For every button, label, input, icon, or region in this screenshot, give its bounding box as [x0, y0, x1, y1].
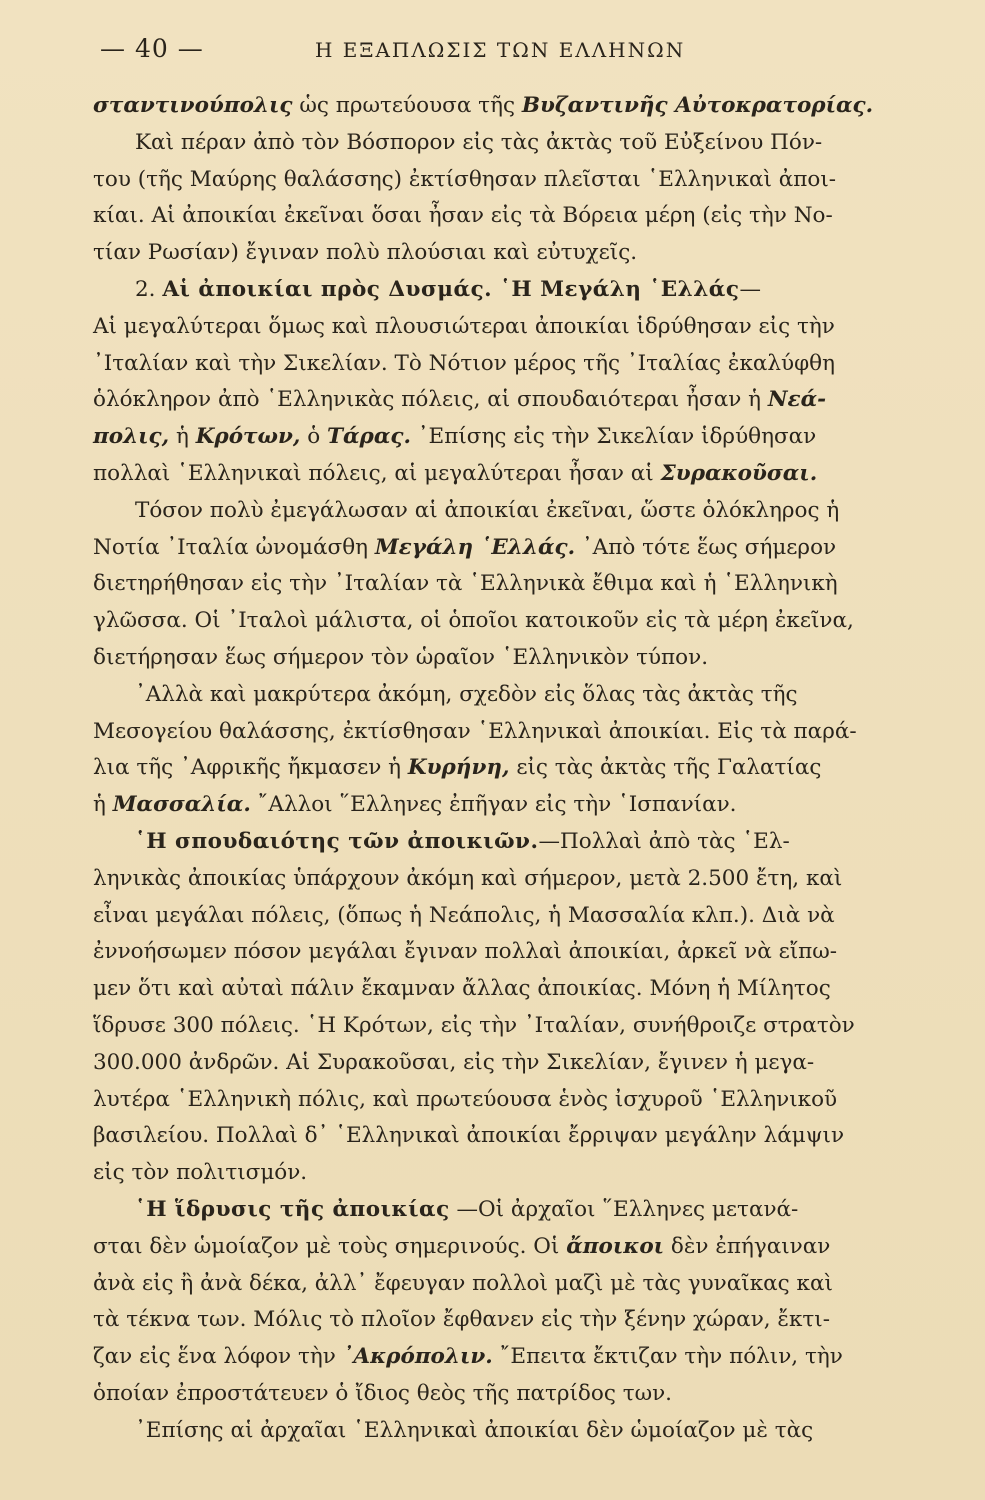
- emphasized-term: Κρότων,: [195, 424, 301, 450]
- text-run: λια τῆς ᾿Αφρικῆς ἤκμασεν ἡ: [93, 755, 408, 781]
- text-run: ὁποίαν ἐπροστάτευεν ὁ ἴδιος θεὸς τῆς πατρίδος των.: [93, 1380, 673, 1406]
- text-run: διετήρησαν ἕως σήμερον τὸν ὡραῖον ῾Ελληνικὸν τύπον.: [93, 644, 709, 670]
- text-line: [93, 162, 908, 199]
- emphasized-term: Τάρας.: [327, 424, 411, 450]
- text-run: ὁλόκληρον ἀπὸ ῾Ελληνικὰς πόλεις, αἱ σπουδαιότεραι ἦσαν ἡ: [93, 387, 768, 413]
- text-run: ἡ: [169, 424, 196, 450]
- text-line: [93, 1155, 908, 1192]
- text-run: ᾿Απὸ τότε ἕως σήμερον: [575, 534, 837, 560]
- text-run: σται δὲν ὡμοίαζον μὲ τοὺς σημερινούς. Οἱ: [93, 1233, 567, 1259]
- text-line: [93, 971, 908, 1008]
- text-line: [93, 235, 908, 272]
- text-run: ᾿Αλλὰ καὶ μακρύτερα ἀκόμη, σχεδὸν εἰς ὅλας τὰς ἀκτὰς τῆς: [135, 681, 798, 707]
- text-run: 2.: [135, 276, 163, 302]
- text-line: [93, 456, 908, 493]
- text-line: [93, 1082, 908, 1119]
- emphasized-term: Συρακοῦσαι.: [660, 460, 818, 486]
- section-heading: Αἱ ἀποικίαι πρὸς Δυσμάς. ῾Η Μεγάλη ῾Ελλάς: [162, 276, 740, 302]
- text-line: [93, 346, 908, 383]
- text-run: ᾿Ιταλίαν καὶ τὴν Σικελίαν. Τὸ Νότιον μέρος τῆς ᾿Ιταλίας ἐκαλύφθη: [93, 350, 836, 376]
- text-line: [93, 1376, 908, 1413]
- text-line: [93, 1339, 908, 1376]
- text-run: μεν ὅτι καὶ αὐταὶ πάλιν ἔκαμναν ἄλλας ἀποικίας. Μόνη ἡ Μίλητος: [93, 976, 831, 1002]
- text-line: [93, 861, 908, 898]
- text-run: 300.000 ἀνδρῶν. Αἱ Συρακοῦσαι, εἰς τὴν Σικελίαν, ἔγινεν ἡ μεγα-: [93, 1049, 815, 1075]
- text-run: ληνικὰς ἀποικίας ὑπάρχουν ἀκόμη καὶ σήμερον, μετὰ 2.500 ἔτη, καὶ: [93, 865, 843, 891]
- text-run: διετηρήθησαν εἰς τὴν ᾿Ιταλίαν τὰ ῾Ελληνικὰ ἔθιμα καὶ ἡ ῾Ελληνικὴ: [93, 571, 838, 597]
- text-line: [93, 677, 908, 714]
- text-run: γλῶσσα. Οἱ ᾿Ιταλοὶ μάλιστα, οἱ ὁποῖοι κατοικοῦν εἰς τὰ μέρη ἐκεῖνα,: [93, 608, 854, 634]
- page-body-text: [93, 88, 908, 1449]
- text-run: —Οἱ ἀρχαῖοι ῞Ελληνες μετανά-: [449, 1196, 799, 1222]
- emphasized-term: Μεγάλη ῾Ελλάς.: [374, 534, 576, 560]
- text-run: Αἱ μεγαλύτεραι ὅμως καὶ πλουσιώτεραι ἀποικίαι ἱδρύθησαν εἰς τὴν: [93, 313, 835, 339]
- text-run: ἀνὰ εἰς ἢ ἀνὰ δέκα, ἀλλ᾿ ἔφευγαν πολλοὶ μαζὶ μὲ τὰς γυναῖκας καὶ: [93, 1270, 833, 1296]
- emphasized-term: πολις,: [93, 424, 170, 450]
- emphasized-term: Μασσαλία.: [112, 792, 251, 818]
- text-run: κίαι. Αἱ ἀποικίαι ἐκεῖναι ὅσαι ἦσαν εἰς τὰ Βόρεια μέρη (εἰς τὴν Νο-: [93, 203, 833, 229]
- text-line: [93, 419, 908, 456]
- text-line: [93, 1118, 908, 1155]
- text-run: ᾿Επίσης εἰς τὴν Σικελίαν ἱδρύθησαν: [410, 424, 817, 450]
- text-line: [93, 566, 908, 603]
- text-line: [93, 1192, 908, 1229]
- page-number: — 40 —: [100, 34, 204, 63]
- text-line: [93, 272, 908, 309]
- emphasized-term: Βυζαντινῆς Αὐτοκρατορίας.: [521, 93, 874, 118]
- text-line: [93, 824, 908, 861]
- text-run: του (τῆς Μαύρης θαλάσσης) ἐκτίσθησαν πλεῖσται ῾Ελληνικαὶ ἀποι-: [93, 166, 837, 192]
- text-line: [93, 125, 908, 162]
- emphasized-term: ᾿Ακρόπολιν.: [342, 1344, 493, 1370]
- text-run: τὰ τέκνα των. Μόλις τὸ πλοῖον ἔφθανεν εἰς τὴν ξένην χώραν, ἔκτι-: [93, 1307, 830, 1333]
- text-run: —Πολλαὶ ἀπὸ τὰς ῾Ελ-: [538, 828, 790, 854]
- text-line: [93, 750, 908, 787]
- text-run: εἰς τὰς ἀκτὰς τῆς Γαλατίας: [509, 755, 822, 781]
- text-line: [93, 640, 908, 677]
- text-run: τίαν Ρωσίαν) ἔγιναν πολὺ πλούσιαι καὶ εὐτυχεῖς.: [93, 240, 638, 266]
- text-line: [93, 714, 908, 751]
- text-line: [93, 898, 908, 935]
- running-title: Η ΕΞΑΠΛΩΣΙΣ ΤΩΝ ΕΛΛΗΝΩΝ: [315, 38, 686, 62]
- text-run: ῎Αλλοι ῞Ελληνες ἐπῆγαν εἰς τὴν ῾Ισπανίαν.: [250, 792, 737, 818]
- text-run: ὁ: [300, 424, 327, 450]
- text-line: [93, 1229, 908, 1266]
- text-line: [93, 1045, 908, 1082]
- text-run: ᾿Επίσης αἱ ἀρχαῖαι ῾Ελληνικαὶ ἀποικίαι δὲν ὡμοίαζον μὲ τὰς: [135, 1417, 814, 1443]
- text-run: Μεσογείου θαλάσσης, ἐκτίσθησαν ῾Ελληνικαὶ ἀποικίαι. Εἰς τὰ παρά-: [93, 718, 857, 744]
- text-run: ὡς πρωτεύουσα τῆς: [292, 93, 522, 118]
- text-line: [93, 530, 908, 567]
- text-run: λυτέρα ῾Ελληνικὴ πόλις, καὶ πρωτεύουσα ἑνὸς ἰσχυροῦ ῾Ελληνικοῦ: [93, 1086, 838, 1112]
- text-run: Καὶ πέραν ἀπὸ τὸν Βόσπορον εἰς τὰς ἀκτὰς τοῦ Εὐξείνου Πόν-: [135, 129, 823, 155]
- text-run: ῎Επειτα ἔκτιζαν τὴν πόλιν, τὴν: [492, 1344, 843, 1370]
- text-line: [93, 1302, 908, 1339]
- text-run: εἰς τὸν πολιτισμόν.: [93, 1160, 308, 1186]
- emphasized-term: Κυρήνη,: [407, 755, 510, 781]
- emphasized-term: σταντινούπολις: [93, 93, 293, 118]
- text-line: [93, 934, 908, 971]
- page-header: [100, 28, 900, 68]
- text-run: δὲν ἐπήγαιναν: [664, 1233, 831, 1259]
- text-run: ἵδρυσε 300 πόλεις. ῾Η Κρότων, εἰς τὴν ᾿Ιταλίαν, συνήθροιζε στρατὸν: [93, 1012, 855, 1038]
- text-line: [93, 198, 908, 235]
- text-line: [93, 1266, 908, 1303]
- text-run: Τόσον πολὺ ἐμεγάλωσαν αἱ ἀποικίαι ἐκεῖναι, ὥστε ὁλόκληρος ἡ: [135, 497, 840, 523]
- text-run: βασιλείου. Πολλαὶ δ᾿ ῾Ελληνικαὶ ἀποικίαι ἔρριψαν μεγάλην λάμψιν: [93, 1123, 845, 1149]
- text-run: ἡ: [93, 792, 113, 818]
- text-line: [93, 1008, 908, 1045]
- text-run: ἐννοήσωμεν πόσον μεγάλαι ἔγιναν πολλαὶ ἀποικίαι, ἀρκεῖ νὰ εἴπω-: [93, 939, 838, 965]
- text-line: [93, 787, 908, 824]
- text-run: ζαν εἰς ἕνα λόφον τὴν: [93, 1344, 343, 1370]
- text-line: [93, 1413, 908, 1450]
- emphasized-term: Νεά-: [767, 387, 827, 413]
- text-line: [93, 309, 908, 346]
- emphasized-term: ἄποικοι: [566, 1233, 665, 1259]
- text-line: [93, 493, 908, 530]
- section-heading: ῾Η ἵδρυσις τῆς ἀποικίας: [135, 1196, 450, 1222]
- text-line: [93, 603, 908, 640]
- text-run: —: [739, 276, 761, 302]
- text-line: [93, 88, 908, 125]
- section-heading: ῾Η σπουδαιότης τῶν ἀποικιῶν.: [135, 828, 539, 854]
- text-run: Νοτία ᾿Ιταλία ὠνομάσθη: [93, 534, 375, 560]
- text-run: πολλαὶ ῾Ελληνικαὶ πόλεις, αἱ μεγαλύτεραι ἦσαν αἱ: [93, 460, 661, 486]
- text-run: εἶναι μεγάλαι πόλεις, (ὅπως ἡ Νεάπολις, ἡ Μασσαλία κλπ.). Διὰ νὰ: [93, 902, 835, 928]
- text-line: [93, 382, 908, 419]
